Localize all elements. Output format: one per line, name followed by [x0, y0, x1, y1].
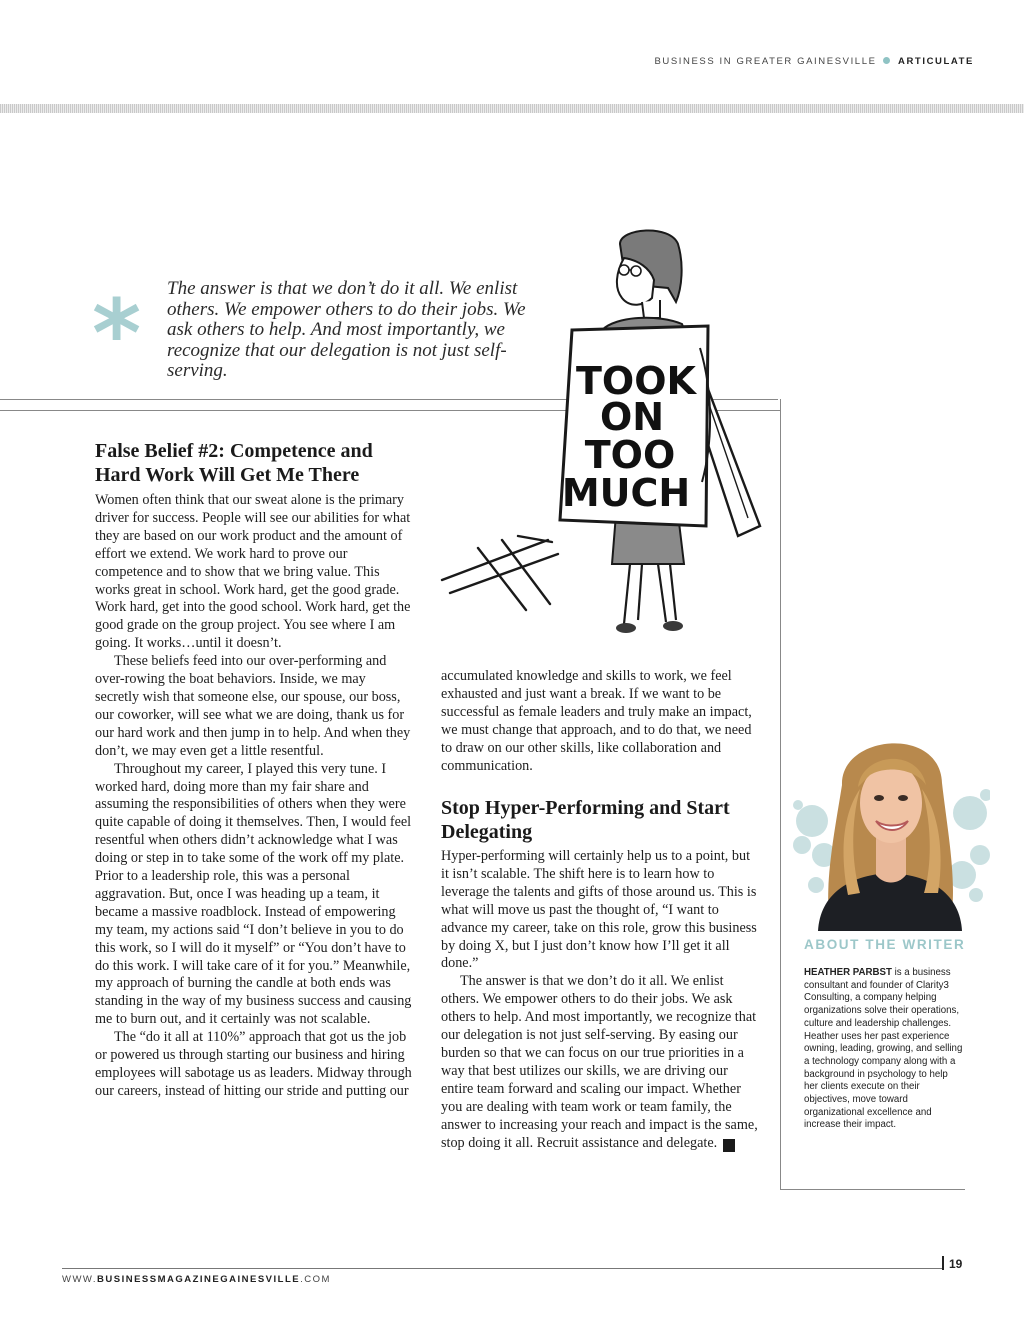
author-name: HEATHER PARBST: [804, 967, 892, 978]
article-column-2-continuation: [441, 668, 759, 775]
sign-line: ON: [599, 395, 665, 439]
bullet-dot-icon: [883, 57, 890, 64]
paragraph: The “do it all at 110%” approach that got us the job or powered us through starting our business and hiring employees will sabotage us as leaders. Midway through our careers, instead of hitting our stride and putting our: [95, 1029, 412, 1099]
sidebar-border: [780, 399, 781, 1190]
pull-quote: The answer is that we don’t do it all. We enlist others. We empower others to do their jobs. We ask others to help. And most importantly, we recognize that our delegation is not just self-serving.: [167, 278, 526, 382]
sidebar-border: [780, 1189, 965, 1190]
sign-line: MUCH: [561, 471, 691, 515]
article-column-2: [441, 797, 759, 1152]
paragraph: Women often think that our sweat alone is the primary driver for success. People will see our abilities for what they are based on our work product and the amount of effort we extend. We work hard to prove our competence and to show that we bring value. This works great in school. Work hard, get the good grade. Work hard, get into the good school. Work hard, get the good grade on the group project. You see where I am going. It works…until it doesn’t.: [95, 492, 411, 652]
footer-url[interactable]: [62, 1274, 331, 1285]
floor-hatch: [442, 536, 558, 610]
paragraph: These beliefs feed into our over-performing and over-rowing the boat behaviors. Inside, we may secretly wish that someone else, our spouse, our boss, our coworker, will see what we are doing, thank us for our hard work and then jump in to help. And when they don’t, we may even get a little resentful.: [95, 653, 411, 759]
paragraph-text: The answer is that we don’t do it all. We enlist others. We empower others to do their jobs. We ask others to help. And most importantly, we recognize that our delegation is not just self-serving. By easing our burden so that we can focus on our true priorities in a way that best utilizes our skills, we are driving our entire team forward and scaling our impact. Whether you are dealing with team work or team family, the answer to increasing your reach and impact is the same, stop doing it all. Recruit assistance and delegate.: [441, 973, 758, 1151]
url-suffix: .COM: [300, 1274, 331, 1285]
page-number-bar: [942, 1256, 944, 1270]
about-writer-label: ABOUT THE WRITER: [804, 937, 966, 952]
paragraph: accumulated knowledge and skills to work, we feel exhausted and just want a break. If we want to be successful as female leaders and truly make an impact, we must change that approach, and to do that, we need to draw on our other skills, like collaboration and communication.: [441, 668, 752, 774]
publication-name: BUSINESS IN GREATER GAINESVILLE: [654, 56, 877, 67]
section-heading: Stop Hyper-Performing and Start Delegating: [441, 797, 730, 843]
page-number: 19: [949, 1257, 963, 1271]
footer-rule: [62, 1268, 942, 1269]
section-heading: False Belief #2: Competence and Hard Work Will Get Me There: [95, 440, 373, 486]
header-stripe: [0, 104, 1024, 113]
paragraph: Throughout my career, I played this very tune. I worked hard, doing more than my fair share and assuming the responsibilities of others when they were quite capable of doing it themselves. Then, I would feel resentful when others didn’t acknowledge what I was doing or step in to take some of the work off my plate. Prior to a leadership role, this was a personal aggravation. But, once I was heading up a team, it became a massive roadblock. Instead of empowering my team, my actions said “I don’t believe in you to do this work, so I will do it myself” or “You don’t have to do this work. I will take care of it for you.” Meanwhile, my approach of burning the candle at both ends was standing in the way of my business success and causing me to burn out, and it certainly was not scalable.: [95, 760, 412, 1028]
author-photo: [790, 725, 990, 931]
article-column-1: [95, 440, 413, 1101]
asterisk-icon: *: [92, 280, 142, 389]
section-name: ARTICULATE: [898, 56, 974, 67]
sign-line: TOOK: [576, 359, 696, 403]
author-bio: [804, 967, 964, 1132]
end-mark-icon: B: [723, 1139, 735, 1152]
paragraph: Hyper-performing will certainly help us to a point, but it isn’t scalable. The shift here is to learn how to leverage the talents and gifts of those around us. This is what will move us past the thought of, “I want to advance my career, take on this role, grow this business by doing X, but I just don’t know how I’ll get it all done.”: [441, 848, 757, 972]
url-domain: BUSINESSMAGAZINEGAINESVILLE: [97, 1274, 301, 1285]
url-prefix: WWW.: [62, 1274, 98, 1285]
cartoon-illustration: [430, 218, 770, 638]
paragraph: [441, 973, 759, 1152]
running-header: [654, 56, 974, 67]
author-bio-text: is a business consultant and founder of Clarity3 Consulting, a company helping organizations solve their operations, culture and leadership challenges. Heather uses her past experience owning, leading, growing, and selling a technology company along with a background in psychology to help her clients execute on their objectives, move toward organizational excellence and increase their impact.: [804, 967, 963, 1131]
sign-line: TOO: [584, 433, 676, 477]
